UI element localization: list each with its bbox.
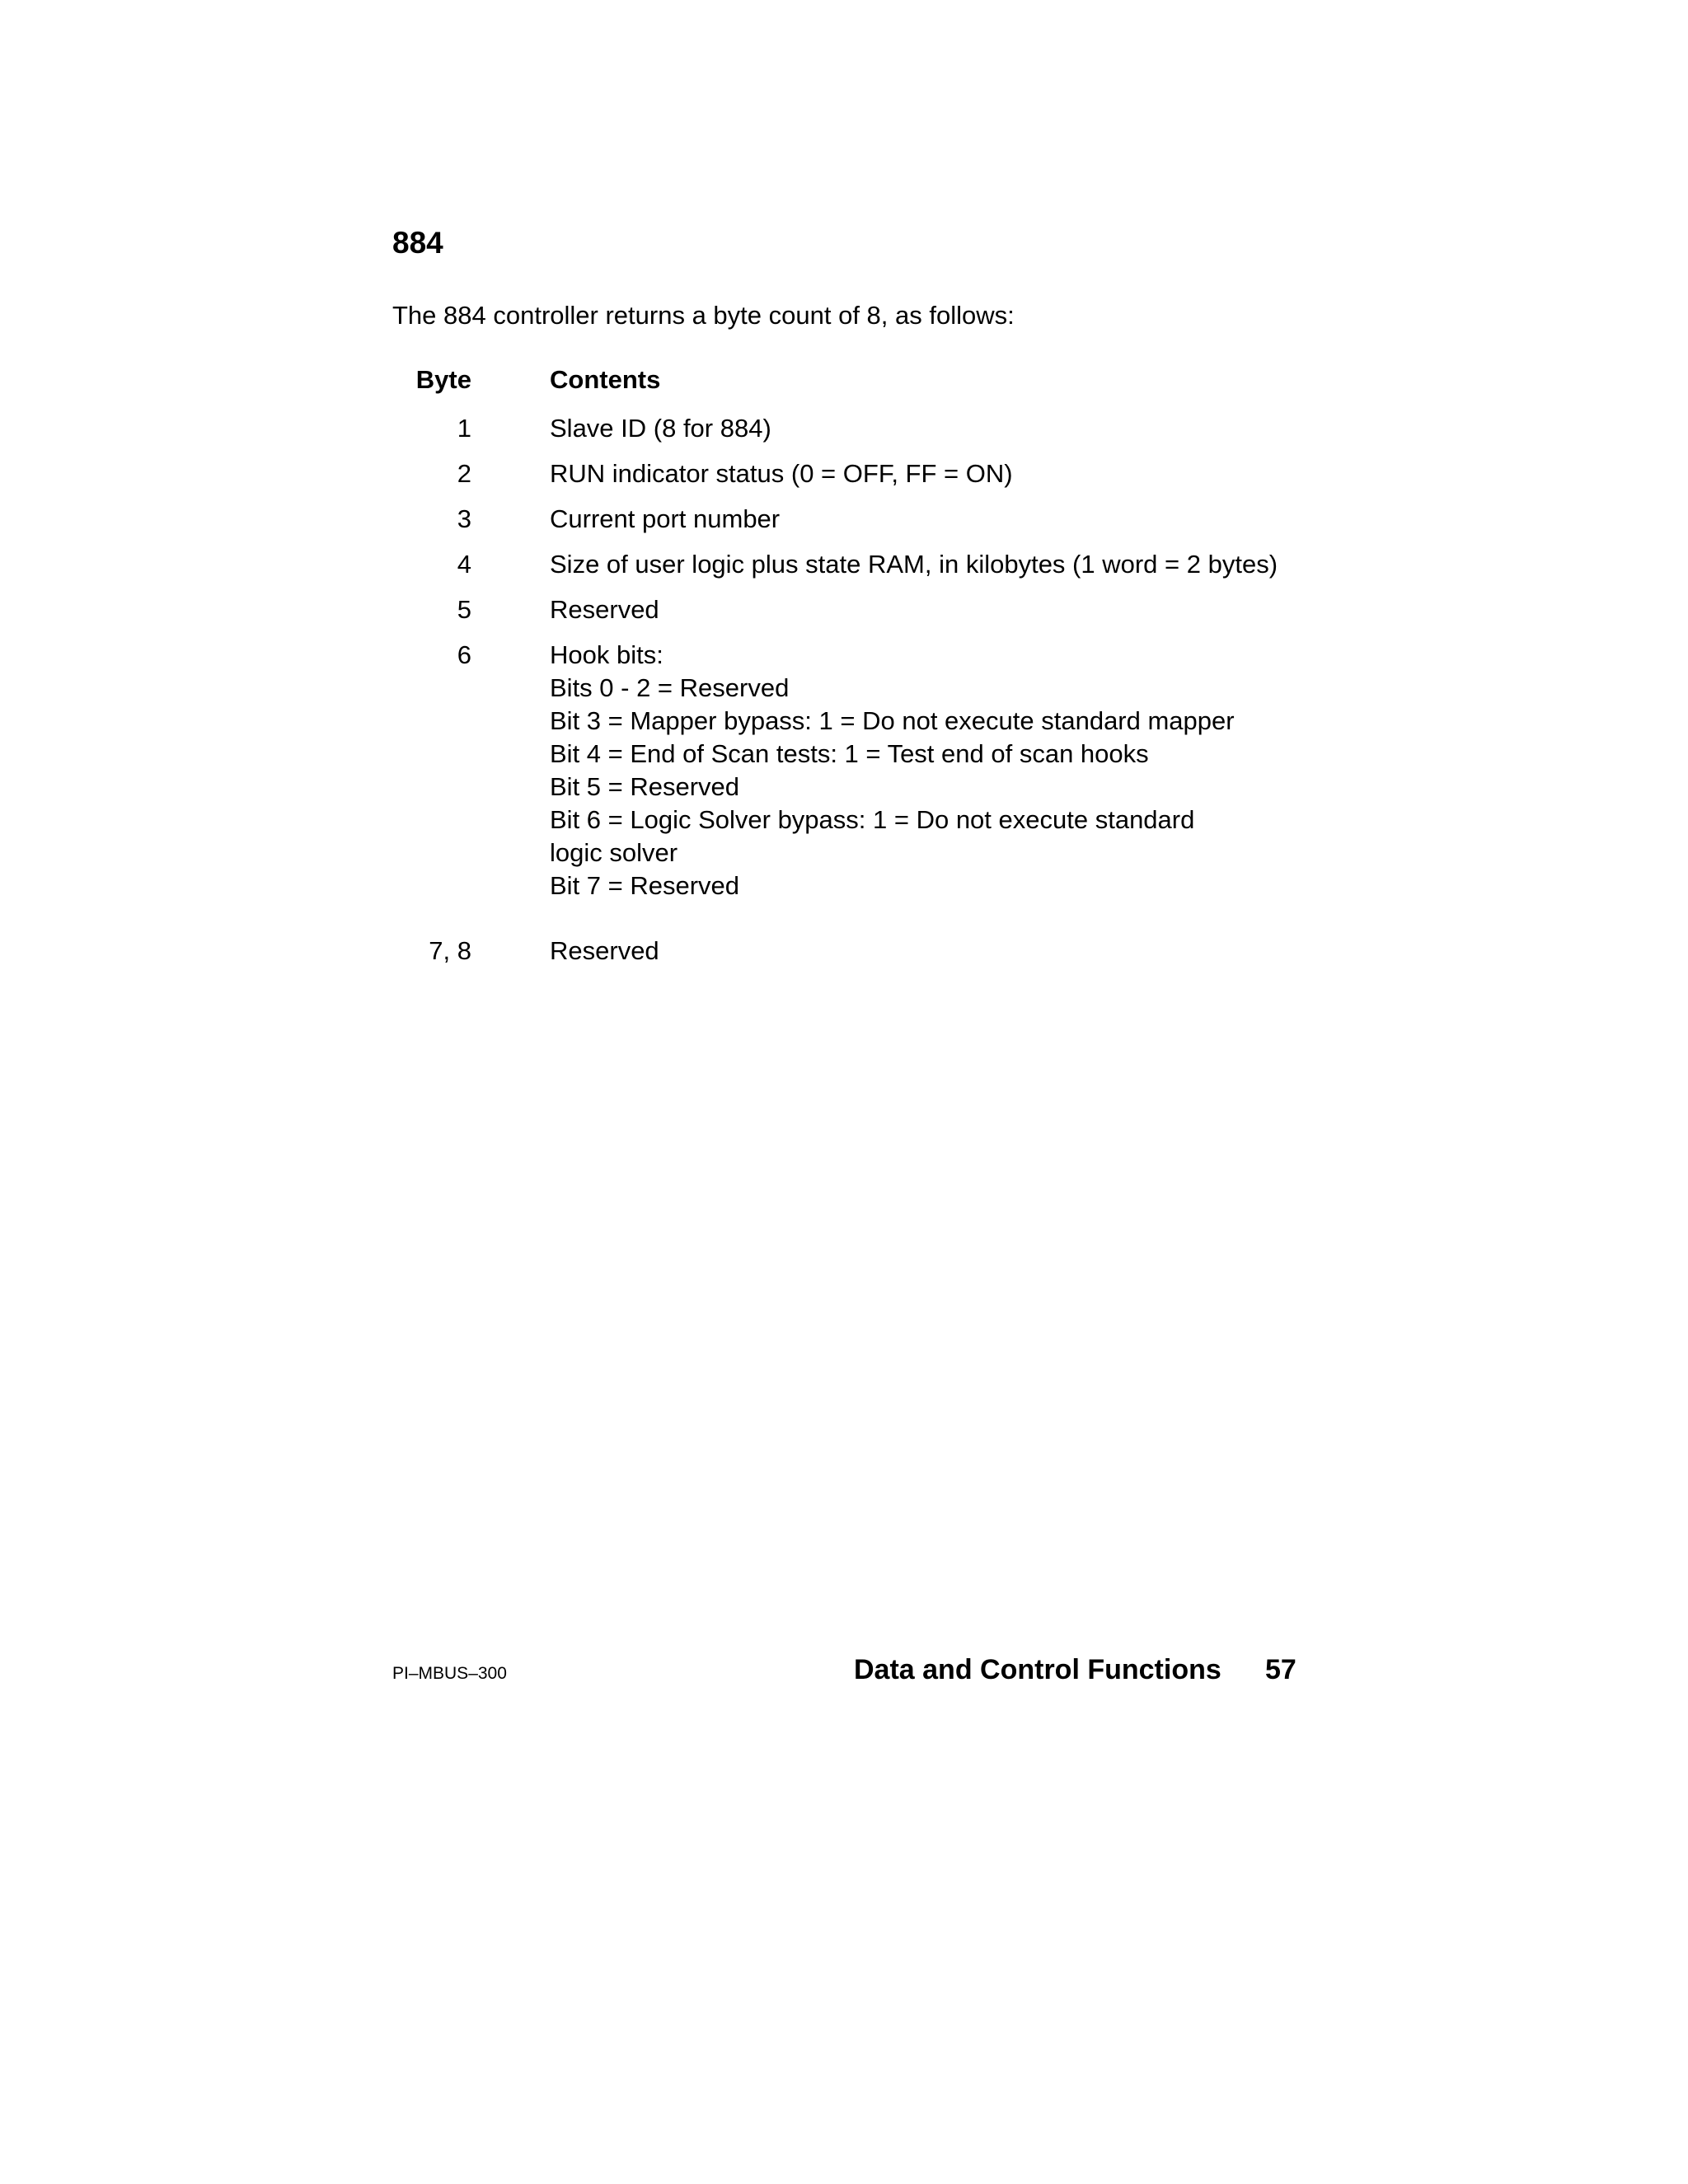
byte-number: 6 xyxy=(457,640,471,669)
hook-bits-list xyxy=(550,639,1381,902)
contents-column-header: Contents xyxy=(550,365,661,394)
table-row xyxy=(392,593,1381,626)
byte-contents: Reserved xyxy=(550,595,659,624)
byte-contents: Reserved xyxy=(550,936,659,965)
table-header-row xyxy=(392,363,1381,396)
hook-bits-line: Bit 7 = Reserved xyxy=(550,871,740,900)
byte-contents: Size of user logic plus state RAM, in kilobytes (1 word = 2 bytes) xyxy=(550,550,1278,579)
hook-bits-line: Bit 5 = Reserved xyxy=(550,772,740,801)
byte-number: 7, 8 xyxy=(429,936,471,965)
footer-page-number: 57 xyxy=(1265,1654,1296,1685)
byte-number: 5 xyxy=(457,595,471,624)
hook-bits-line: Bit 4 = End of Scan tests: 1 = Test end of scan hooks xyxy=(550,739,1149,768)
hook-bits-line: Bit 6 = Logic Solver bypass: 1 = Do not execute standard xyxy=(550,805,1195,834)
byte-number: 2 xyxy=(457,459,471,488)
byte-column-header: Byte xyxy=(415,365,471,394)
hook-bits-line: logic solver xyxy=(550,838,678,867)
byte-contents: Slave ID (8 for 884) xyxy=(550,414,771,443)
byte-number: 3 xyxy=(457,504,471,533)
table-row xyxy=(392,548,1381,581)
table-row xyxy=(392,935,1381,968)
intro-paragraph: The 884 controller returns a byte count of 8, as follows: xyxy=(392,301,1015,330)
byte-number: 4 xyxy=(457,550,471,579)
footer-document-code: PI–MBUS–300 xyxy=(392,1664,507,1683)
hook-bits-line: Bit 3 = Mapper bypass: 1 = Do not execute standard mapper xyxy=(550,706,1235,735)
hook-bits-line: Bits 0 - 2 = Reserved xyxy=(550,673,790,702)
footer-section-title: Data and Control Functions xyxy=(854,1654,1221,1685)
hook-bits-line: Hook bits: xyxy=(550,640,663,669)
byte-contents: RUN indicator status (0 = OFF, FF = ON) xyxy=(550,459,1013,488)
table-row-hook-bits xyxy=(392,639,1381,902)
byte-contents-table xyxy=(392,363,1381,980)
byte-number: 1 xyxy=(457,414,471,443)
page-heading: 884 xyxy=(392,226,443,260)
table-row xyxy=(392,412,1381,445)
table-row xyxy=(392,457,1381,490)
table-row xyxy=(392,503,1381,536)
byte-contents: Current port number xyxy=(550,504,781,533)
